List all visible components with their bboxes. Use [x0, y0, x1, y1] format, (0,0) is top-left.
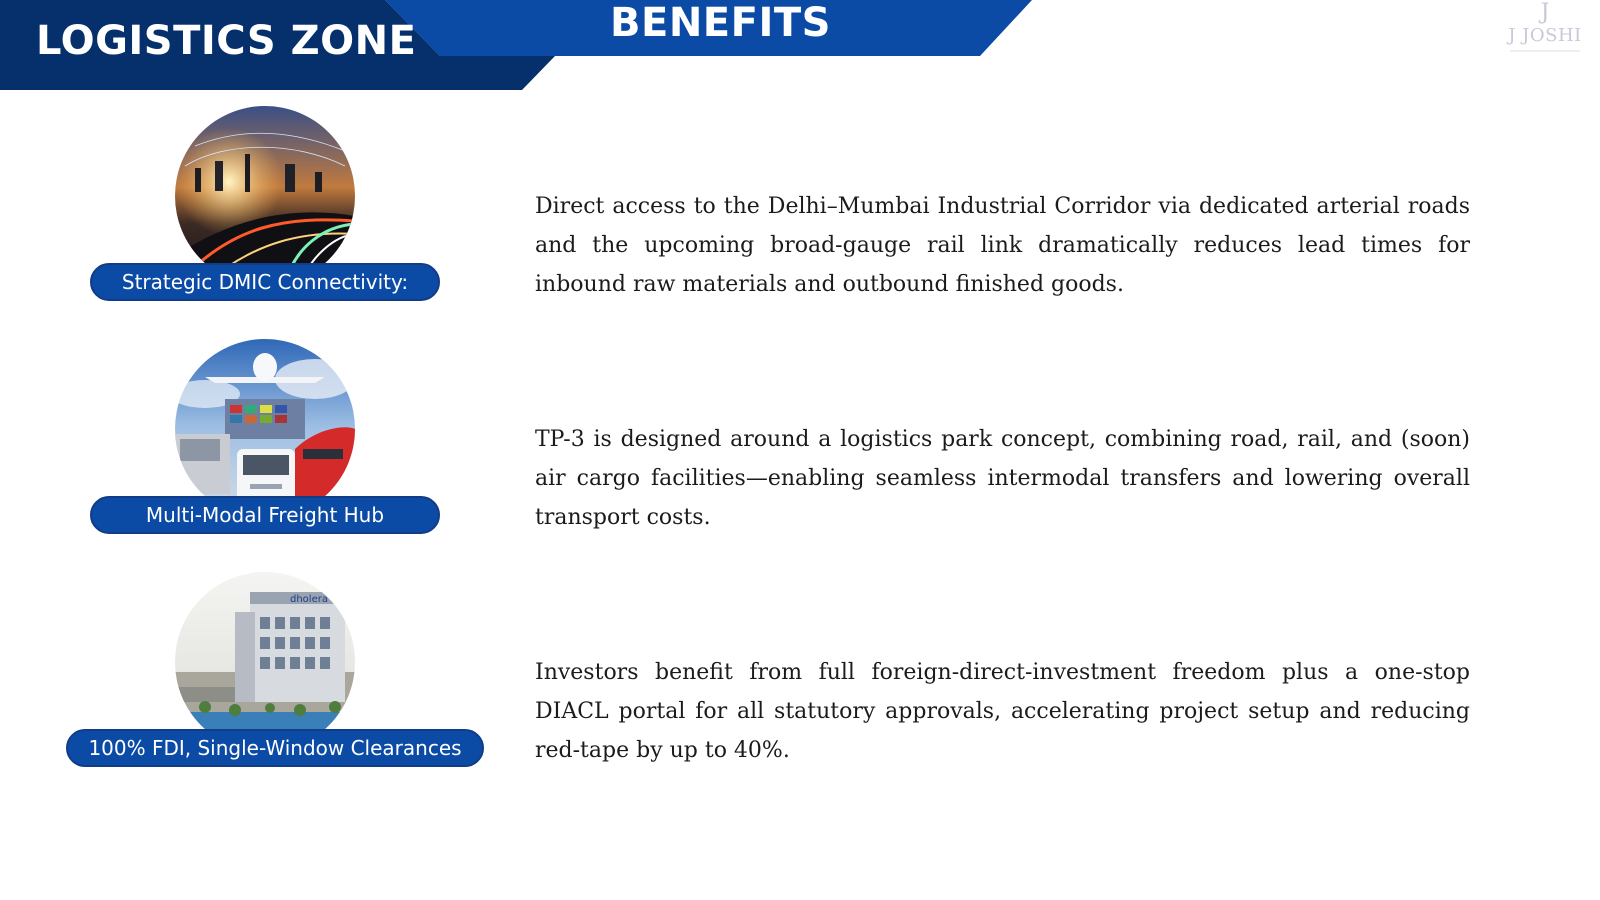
logo-mark: J: [1540, 0, 1550, 25]
benefit-title-pill: Multi-Modal Freight Hub: [90, 496, 440, 534]
benefit-title-pill: 100% FDI, Single-Window Clearances: [66, 729, 484, 767]
benefit-description: Direct access to the Delhi–Mumbai Industrial Corridor via dedicated arterial roads and the upcoming broad-gauge rail link dramatically reduces lead times for inbound raw materials and outbound finished goods.: [535, 194, 1470, 297]
building-sign-text: dholera: [290, 594, 328, 605]
benefit-description: TP-3 is designed around a logistics park concept, combining road, rail, and (soon) air cargo facilities—enabling seamless intermodal transfers and lowering overall transport costs.: [535, 427, 1470, 530]
dholera-building-icon: [175, 572, 355, 752]
benefit-description: Investors benefit from full foreign-direct-investment freedom plus a one-stop DIACL portal for all statutory approvals, accelerating project setup and reducing red-tape by up to 40%.: [535, 660, 1470, 763]
benefit-row-dmic: [0, 106, 1600, 316]
header-banner: [0, 0, 1040, 92]
logo-rule: [1510, 50, 1580, 52]
benefit-row-freight: [0, 339, 1600, 549]
benefit-title-pill: Strategic DMIC Connectivity:: [90, 263, 440, 301]
zone-title: LOGISTICS ZONE: [36, 18, 417, 64]
brand-logo: [1500, 0, 1590, 72]
plane-ship-truck-train-icon: [175, 339, 355, 519]
logo-name: J JOSHI: [1508, 25, 1582, 46]
benefits-title: BENEFITS: [610, 0, 831, 46]
benefit-row-fdi: [0, 572, 1600, 782]
night-highway-city-icon: [175, 106, 355, 286]
